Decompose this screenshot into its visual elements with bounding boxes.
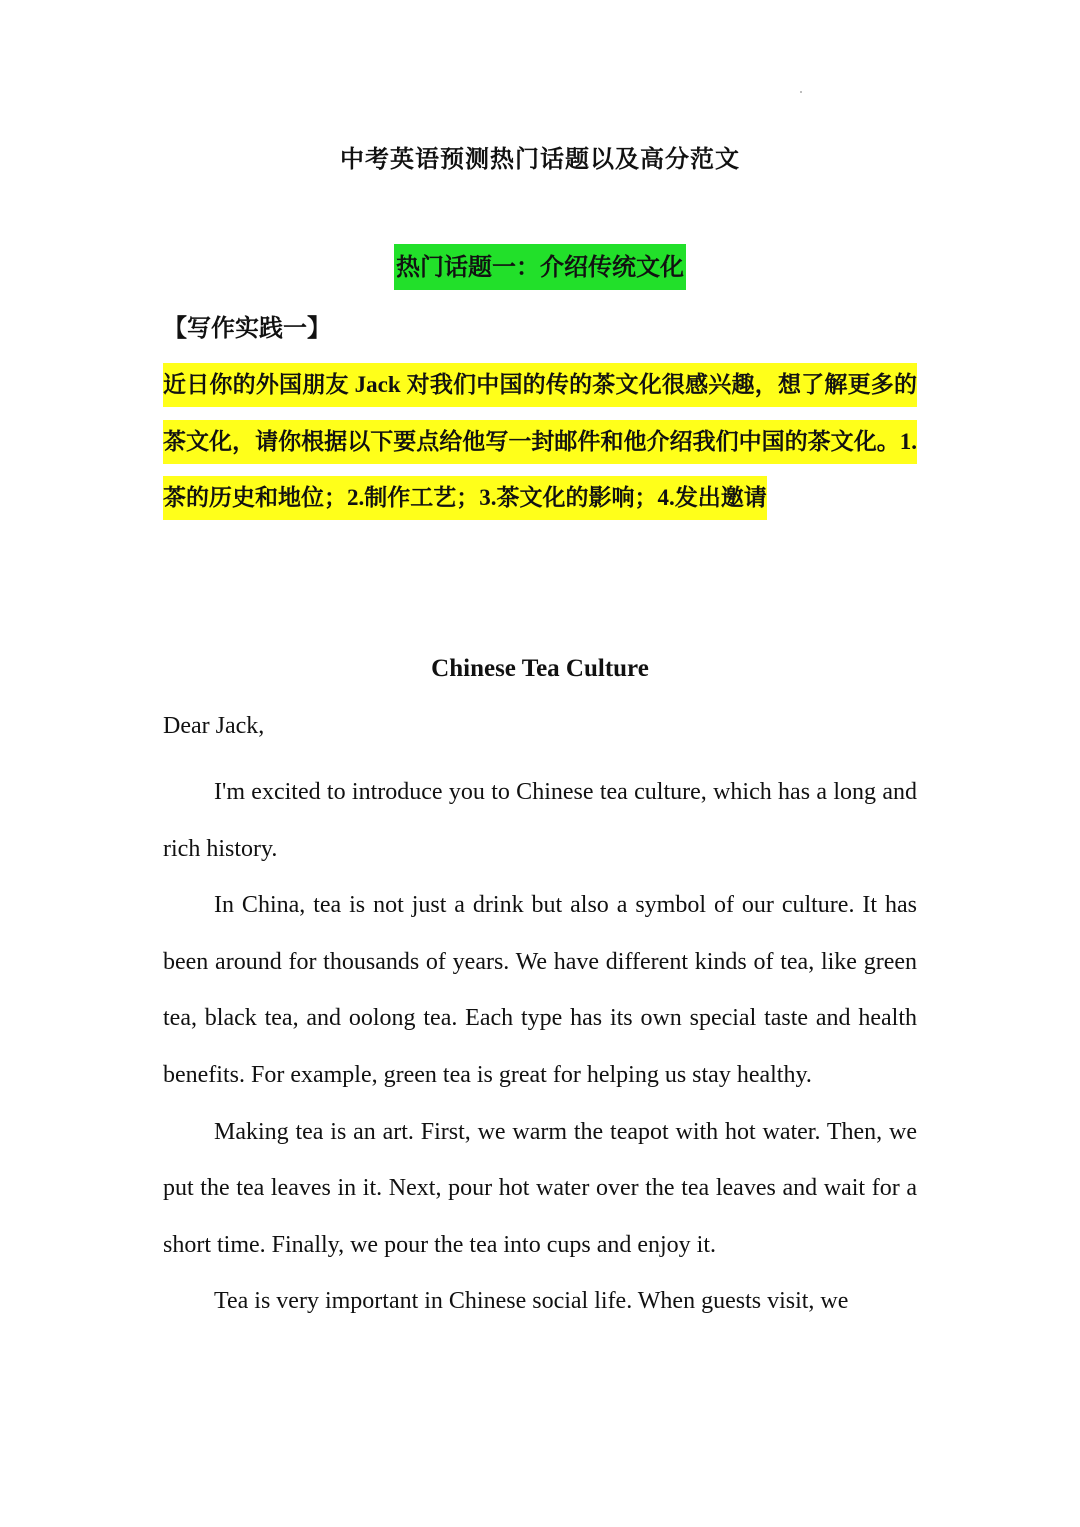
topic-heading: 热门话题一：介绍传统文化 [394,244,686,290]
prompt-point1-text: 茶的历史和地位； [163,485,347,511]
prompt-point2-number: 2. [347,485,365,510]
practice-label: 【写作实践一】 [163,314,331,342]
essay-paragraph: Tea is very important in Chinese social life. When guests visit, we [214,1288,849,1315]
prompt-point4-number: 4. [657,485,675,510]
scan-speck [800,91,802,93]
essay-body [163,764,917,1330]
essay-paragraph: I'm excited to introduce you to Chinese tea culture, which has a long and rich history. [163,779,917,862]
essay-greeting: Dear Jack, [163,713,265,739]
prompt-highlight [163,363,917,520]
prompt-point3-number: 3. [479,485,497,510]
prompt-part2: 对我们中国的传的茶文化很感兴趣，想了解更多的茶文化，请你根据以下要点给他写一封邮件和他介绍我们中国的茶文化。 [163,372,918,455]
topic-heading-wrapper [0,244,1080,290]
prompt-point2-text: 制作工艺； [364,485,480,511]
document-title: 中考英语预测热门话题以及高分范文 [340,145,740,173]
prompt-point4-text: 发出邀请 [674,485,767,511]
essay-paragraph: In China, tea is not just a drink but also a symbol of our culture. It has been around for thousands of years. We have different kinds of tea, like green tea, black tea, and oolong tea. Each type has its own special taste and health benefits. For example, green tea is great for helping us stay healthy. [163,892,917,1088]
essay-title: Chinese Tea Culture [431,655,649,682]
writing-prompt [163,357,917,527]
essay-paragraph: Making tea is an art. First, we warm the teapot with hot water. Then, we put the tea leaves in it. Next, pour hot water over the tea leaves and wait for a short time. Finally, we pour the tea into cups and enjoy it. [163,1118,917,1258]
prompt-name: Jack [348,372,407,397]
prompt-point3-text: 茶文化的影响； [496,485,658,511]
prompt-point1-number: 1. [899,428,917,454]
prompt-part1: 近日你的外国朋友 [163,372,349,398]
